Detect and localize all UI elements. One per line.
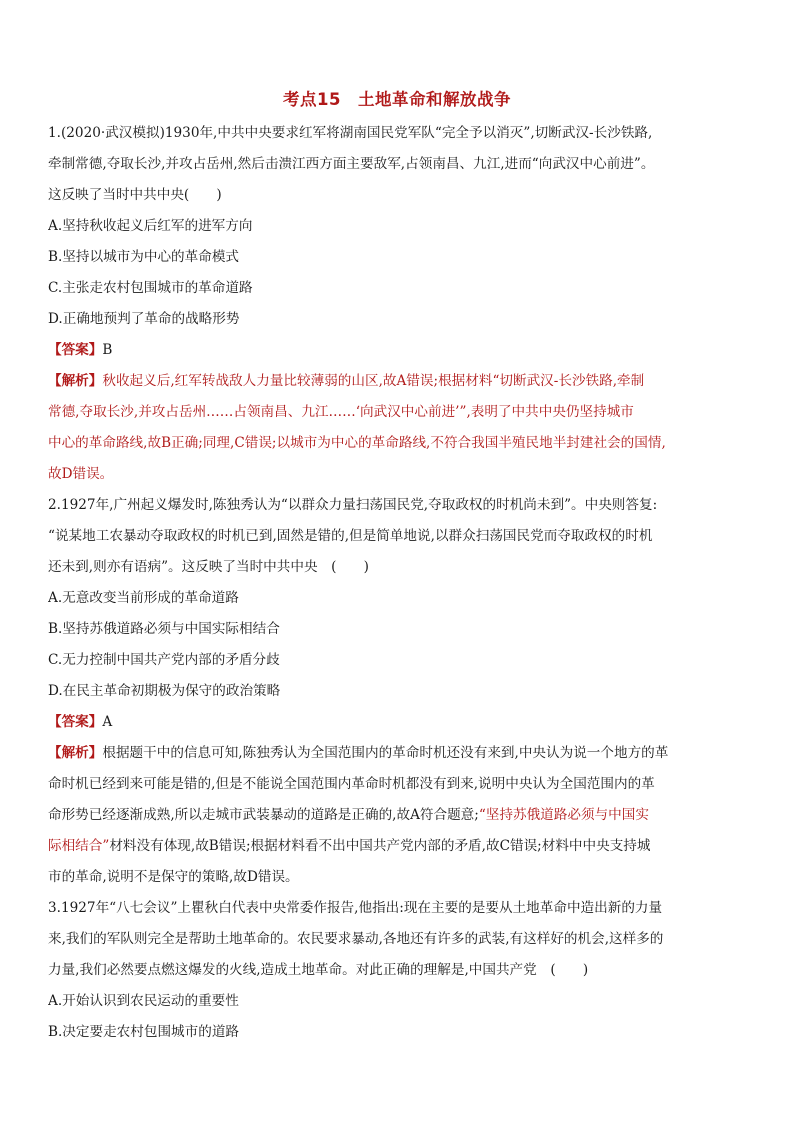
- option-a: A.无意改变当前形成的革命道路: [48, 590, 239, 606]
- option-c: C.无力控制中国共产党内部的矛盾分歧: [48, 652, 280, 668]
- question-2: [48, 490, 748, 893]
- analysis-text: 命形势已经逐渐成熟,所以走城市武装暴动的道路是正确的,故A符合题意;“坚持苏俄道路必须与中国实: [48, 807, 649, 823]
- question-stem-line: 牵制常德,夺取长沙,并攻占岳州,然后击溃江西方面主要敌军,占领南昌、九江,进而“向武汉中心前进”。: [48, 156, 655, 172]
- option-b: B.坚持以城市为中心的革命模式: [48, 249, 240, 265]
- answer-label: 【答案】: [48, 342, 103, 358]
- analysis-label: 【解析】: [48, 373, 103, 389]
- analysis-label: 【解析】: [48, 745, 103, 761]
- option-a: A.开始认识到农民运动的重要性: [48, 993, 239, 1009]
- question-stem-line: 3.1927年“八七会议”上瞿秋白代表中央常委作报告,他指出:现在主要的是要从土地革命中造出新的力量: [48, 900, 663, 916]
- answer-label: 【答案】: [48, 714, 103, 730]
- answer-value: A: [102, 714, 113, 730]
- answer-line: [48, 335, 748, 366]
- analysis-text: 际相结合”材料没有体现,故B错误;根据材料看不出中国共产党内部的矛盾,故C错误;材料中中央支持城: [48, 838, 651, 854]
- question-stem-line: 来,我们的军队则完全是帮助土地革命的。农民要求暴动,各地还有许多的武装,有这样好的机会,这样多的: [48, 931, 664, 947]
- analysis-line: [48, 738, 748, 769]
- option-b: B.坚持苏俄道路必须与中国实际相结合: [48, 621, 280, 637]
- question-stem-line: 这反映了当时中共中央( ): [48, 187, 222, 203]
- question-1: [48, 118, 748, 490]
- option-b: B.决定要走农村包围城市的道路: [48, 1024, 240, 1040]
- question-stem-line: 1.(2020·武汉模拟)1930年,中共中央要求红军将湖南国民党军队“完全予以消灭”,切断武汉-长沙铁路,: [48, 125, 653, 141]
- analysis-text: 中心的革命路线,故B正确;同理,C错误;以城市为中心的革命路线,不符合我国半殖民地半封建社会的国情,: [48, 435, 666, 451]
- analysis-text: 根据题干中的信息可知,陈独秀认为全国范围内的革命时机还没有来到,中央认为说一个地方的革: [102, 745, 669, 761]
- option-a: A.坚持秋收起义后红军的进军方向: [48, 218, 253, 234]
- option-c: C.主张走农村包围城市的革命道路: [48, 280, 253, 296]
- analysis-text: 常德,夺取长沙,并攻占岳州……占领南昌、九江……‘向武汉中心前进’”,表明了中共中央仍坚持城市: [48, 404, 634, 420]
- question-3: [48, 893, 748, 1048]
- analysis-text: 命时机已经到来可能是错的,但是不能说全国范围内革命时机都没有到来,说明中央认为全国范围内的革: [48, 776, 655, 792]
- analysis-text: 市的革命,说明不是保守的策略,故D错误。: [48, 869, 299, 885]
- document-body: [48, 118, 748, 1048]
- question-stem-line: 还未到,则亦有语病”。这反映了当时中共中央 ( ): [48, 559, 369, 575]
- question-stem-line: 2.1927年,广州起义爆发时,陈独秀认为“以群众力量扫荡国民党,夺取政权的时机尚未到”。中央则答复:: [48, 497, 658, 513]
- option-d: D.正确地预判了革命的战略形势: [48, 311, 240, 327]
- question-stem-line: “说某地工农暴动夺取政权的时机已到,固然是错的,但是简单地说,以群众扫荡国民党而夺取政权的时机: [48, 528, 653, 544]
- answer-line: [48, 707, 748, 738]
- analysis-text: 秋收起义后,红军转战敌人力量比较薄弱的山区,故A错误;根据材料“切断武汉-长沙铁路,牵制: [102, 373, 645, 389]
- question-stem-line: 力量,我们必然要点燃这爆发的火线,造成土地革命。对此正确的理解是,中国共产党 ( ): [48, 962, 589, 978]
- analysis-text: 故D错误。: [48, 466, 114, 482]
- option-d: D.在民主革命初期极为保守的政治策略: [48, 683, 281, 699]
- page-title: 考点15 土地革命和解放战争: [283, 90, 511, 109]
- answer-value: B: [102, 342, 113, 358]
- analysis-line: [48, 366, 748, 397]
